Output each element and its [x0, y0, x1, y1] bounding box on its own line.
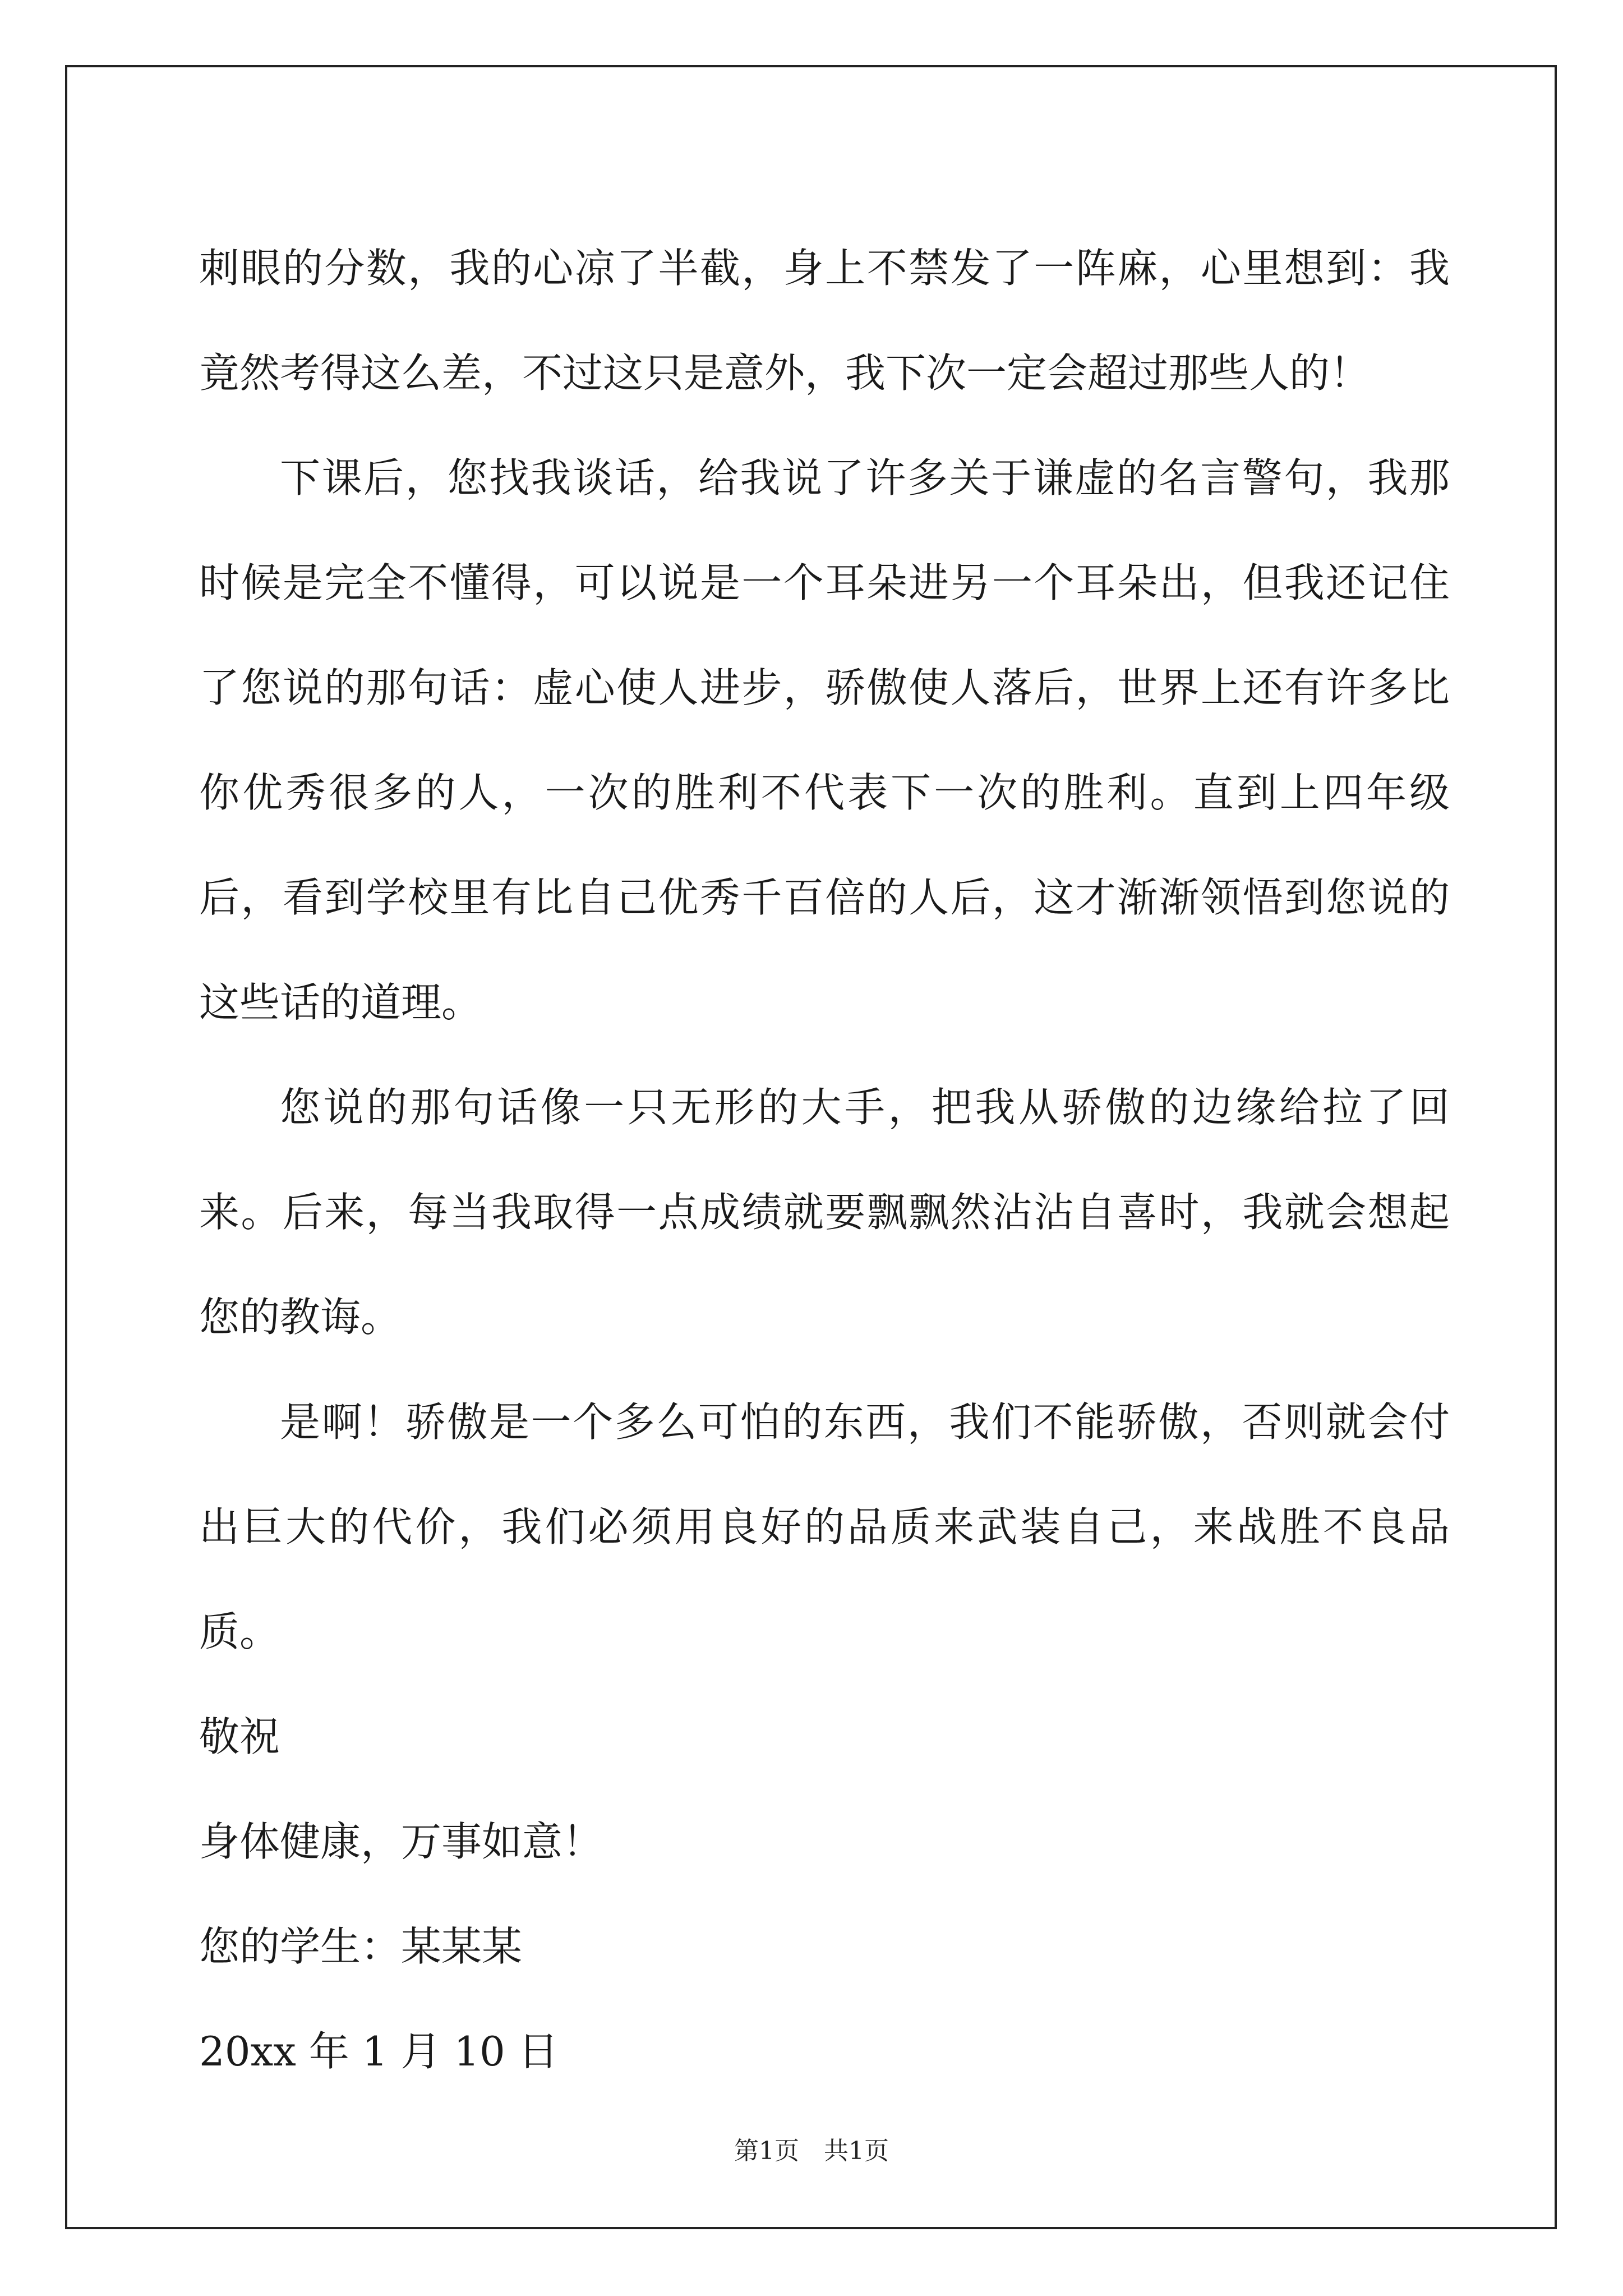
page-number: 第1页 共1页 — [734, 2137, 889, 2165]
paragraph-pride: 是啊！骄傲是一个多么可怕的东西，我们不能骄傲，否则就会付出巨大的代价，我们必须用良好的品质来武装自己，来战胜不良品质。 — [199, 1398, 1450, 1655]
letter-date: 20xx 年 1 月 10 日 — [199, 2028, 559, 2075]
paragraph-continuation: 刺眼的分数，我的心凉了半截，身上不禁发了一阵麻，心里想到：我竟然考得这么差，不过这只是意外，我下次一定会超过那些人的！ — [199, 245, 1450, 397]
closing-wish: 身体健康，万事如意！ — [199, 1818, 603, 1865]
paragraph-hand: 您说的那句话像一只无形的大手，把我从骄傲的边缘给拉了回来。后来，每当我取得一点成绩就要飘飘然沾沾自喜时，我就会想起您的教诲。 — [199, 1084, 1450, 1341]
signature: 您的学生：某某某 — [199, 1923, 523, 1970]
letter-body — [199, 216, 1450, 2104]
paragraph-talk: 下课后，您找我谈话，给我说了许多关于谦虚的名言警句，我那时候是完全不懂得，可以说是一个耳朵进另一个耳朵出，但我还记住了您说的那句话：虚心使人进步，骄傲使人落后，世界上还有许多比你优秀很多的人，一次的胜利不代表下一次的胜利。直到上四年级后，看到学校里有比自己优秀千百倍的人后，这才渐渐领悟到您说的这些话的道理。 — [199, 454, 1450, 1026]
closing-salutation: 敬祝 — [199, 1713, 280, 1760]
